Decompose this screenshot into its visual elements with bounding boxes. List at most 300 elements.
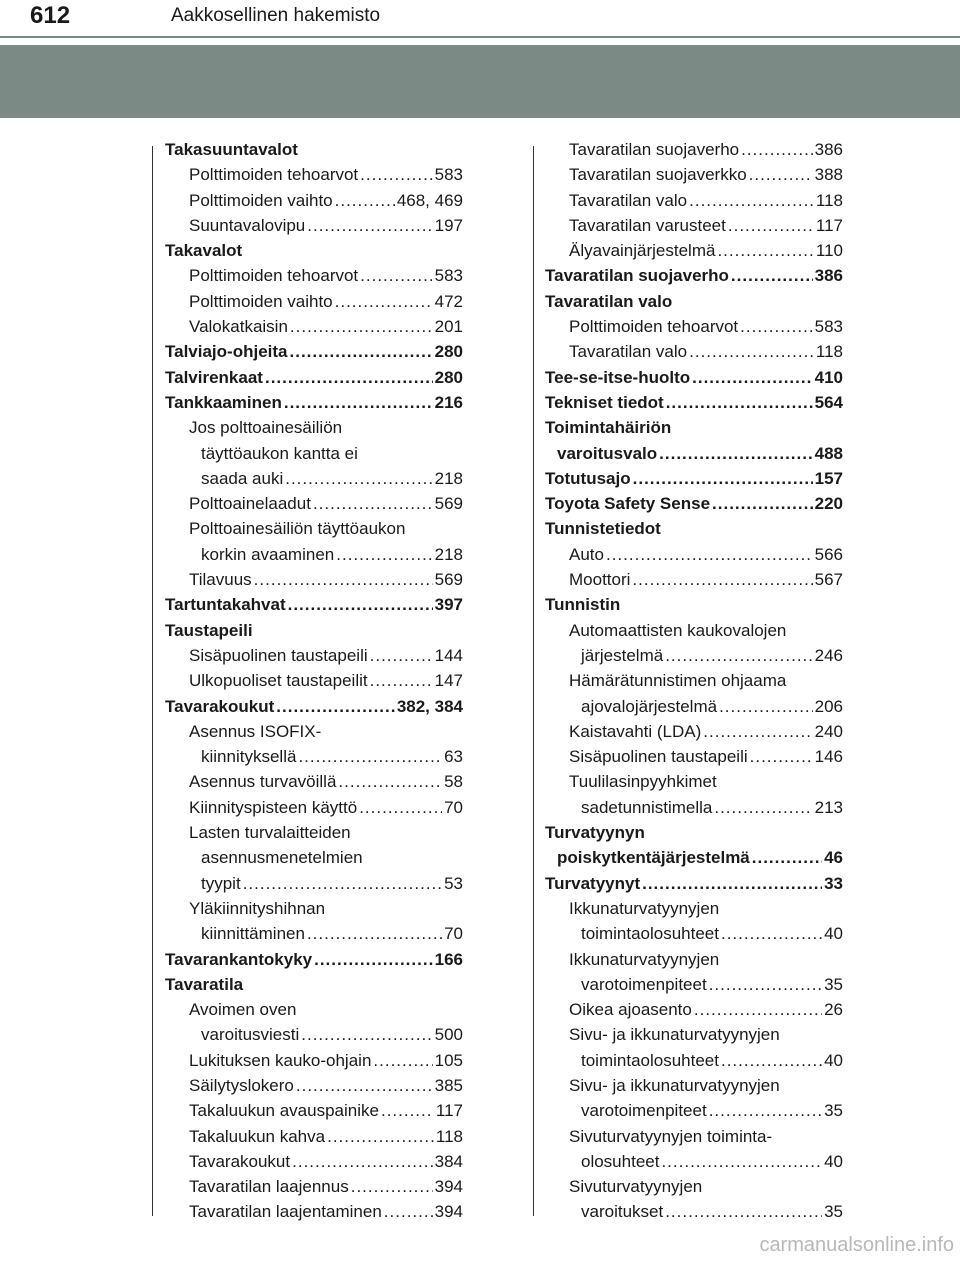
entry-label: Toimintahäiriön — [545, 418, 672, 438]
entry-label: toimintaolosuhteet — [581, 1050, 719, 1070]
index-entry — [165, 1124, 463, 1149]
leader-dots — [373, 1048, 432, 1073]
entry-page: 35 — [824, 1202, 843, 1222]
index-entry — [545, 213, 843, 238]
entry-label: Avoimen oven — [189, 1000, 297, 1020]
leader-dots — [632, 567, 812, 592]
entry-label: Sisäpuolinen taustapeili — [569, 747, 748, 767]
index-entry — [545, 188, 843, 213]
entry-label: Tavaratilan suojaverkko — [569, 165, 747, 185]
entry-label: Takaluukun avauspainike — [189, 1101, 379, 1121]
index-entry — [545, 1124, 843, 1149]
leader-dots — [719, 694, 813, 719]
index-entry — [165, 1073, 463, 1098]
index-entry — [545, 744, 843, 769]
leader-dots — [351, 1174, 433, 1199]
entry-label: Lasten turvalaitteiden — [189, 823, 351, 843]
leader-dots — [307, 213, 432, 238]
page-number: 612 — [30, 2, 71, 29]
entry-page: 280 — [434, 342, 463, 362]
entry-label: Tavaratilan laajennus — [189, 1177, 349, 1197]
entry-page: 388 — [814, 165, 843, 185]
entry-page: 35 — [824, 974, 843, 994]
leader-dots — [338, 769, 442, 794]
leader-dots — [752, 845, 822, 870]
index-entry — [545, 871, 843, 896]
index-entry — [165, 567, 463, 592]
index-column-left — [165, 137, 463, 1225]
index-entry — [545, 997, 843, 1022]
entry-label: poiskytkentäjärjestelmä — [557, 848, 750, 868]
entry-label: Ikkunaturvatyynyjen — [569, 898, 720, 918]
leader-dots — [606, 542, 813, 567]
entry-label: Tavaratilan suojaverho — [569, 140, 740, 159]
entry-page: 500 — [434, 1025, 463, 1045]
entry-page: 53 — [444, 873, 463, 893]
entry-label: Kiinnityspisteen käyttö — [189, 797, 358, 817]
entry-label: Valokatkaisin — [189, 317, 288, 337]
entry-label: asennusmenetelmien — [201, 848, 363, 868]
entry-label: kiinnittäminen — [201, 924, 305, 944]
entry-label: Takavalot — [165, 241, 243, 261]
entry-label: Tankkaaminen — [165, 392, 282, 412]
entry-label: Tavaratilan valo — [569, 342, 688, 362]
index-entry — [545, 466, 843, 491]
leader-dots — [689, 188, 814, 213]
leader-dots — [265, 365, 433, 390]
leader-dots — [689, 339, 814, 364]
entry-page: 385 — [434, 1075, 463, 1095]
entry-page: 63 — [444, 747, 463, 767]
leader-dots — [290, 314, 433, 339]
leader-dots — [335, 188, 395, 213]
entry-label: Takasuuntavalot — [165, 140, 298, 159]
entry-label: varoitukset — [581, 1202, 664, 1222]
entry-label: Tartuntakahvat — [165, 595, 286, 615]
entry-page: 197 — [434, 215, 463, 235]
entry-label: Polttimoiden tehoarvot — [189, 165, 359, 185]
entry-page: 583 — [814, 317, 843, 337]
index-entry — [165, 618, 463, 643]
leader-dots — [741, 137, 813, 162]
entry-page: 201 — [434, 317, 463, 337]
leader-dots — [296, 1073, 433, 1098]
index-entry — [545, 845, 843, 870]
entry-label: Moottori — [569, 570, 631, 590]
index-entry — [165, 1022, 463, 1047]
entry-label: Turvatyynyn — [545, 823, 645, 843]
entry-label: Sivuturvatyynyjen toiminta- — [569, 1126, 773, 1146]
entry-label: Tavaratila — [165, 974, 244, 994]
entry-page: 567 — [814, 570, 843, 590]
entry-page: 280 — [434, 367, 463, 387]
entry-label: Asennus ISOFIX- — [189, 721, 322, 741]
entry-page: 118 — [815, 190, 843, 210]
index-entry — [545, 896, 843, 921]
leader-dots — [298, 744, 442, 769]
index-entry — [165, 871, 463, 896]
entry-page: 70 — [444, 797, 463, 817]
leader-dots — [709, 972, 822, 997]
leader-dots — [721, 1048, 822, 1073]
entry-label: kiinnityksellä — [201, 747, 297, 767]
index-entry — [165, 592, 463, 617]
left-column-rule — [152, 146, 153, 1216]
index-entry — [545, 1048, 843, 1073]
entry-label: Totutusajo — [545, 468, 631, 488]
entry-label: Tekniset tiedot — [545, 392, 664, 412]
leader-dots — [728, 213, 814, 238]
leader-dots — [750, 744, 813, 769]
leader-dots — [359, 795, 442, 820]
entry-page: 246 — [814, 645, 843, 665]
entry-page: 110 — [815, 241, 843, 261]
index-entry — [545, 694, 843, 719]
index-entry — [165, 643, 463, 668]
entry-label: Turvatyynyt — [545, 873, 641, 893]
entry-label: Tunnistin — [545, 595, 621, 615]
entry-label: Talvirenkaat — [165, 367, 263, 387]
leader-dots — [661, 1149, 822, 1174]
leader-dots — [314, 947, 433, 972]
leader-dots — [665, 1199, 822, 1224]
index-entry — [545, 820, 843, 845]
entry-label: Sivuturvatyynyjen — [569, 1177, 703, 1197]
index-entry — [165, 162, 463, 187]
index-entry — [545, 1149, 843, 1174]
index-entry — [165, 1098, 463, 1123]
index-entry — [165, 390, 463, 415]
index-entry — [165, 491, 463, 516]
leader-dots — [381, 1098, 434, 1123]
entry-label: Suuntavalovipu — [189, 215, 306, 235]
entry-page: 569 — [434, 570, 463, 590]
column-divider — [533, 146, 534, 1216]
leader-dots — [642, 871, 822, 896]
leader-dots — [370, 668, 433, 693]
index-entry — [165, 694, 463, 719]
index-entry — [545, 1098, 843, 1123]
entry-label: Lukituksen kauko-ohjain — [189, 1050, 372, 1070]
index-entry — [165, 997, 463, 1022]
entry-label: Yläkiinnityshihnan — [189, 898, 326, 918]
leader-dots — [703, 719, 812, 744]
entry-page: 488 — [814, 443, 843, 463]
entry-page: 70 — [444, 924, 463, 944]
entry-page: 394 — [434, 1202, 463, 1222]
entry-label: Tavaratilan varusteet — [569, 215, 726, 235]
index-entry — [545, 618, 843, 643]
leader-dots — [749, 162, 813, 187]
index-entry — [545, 567, 843, 592]
leader-dots — [307, 921, 442, 946]
entry-label: Tavarakoukut — [165, 696, 275, 716]
entry-page: 218 — [434, 468, 463, 488]
entry-page: 213 — [814, 797, 843, 817]
index-column-right — [545, 137, 843, 1225]
entry-label: Tilavuus — [189, 570, 252, 590]
index-entry — [545, 390, 843, 415]
index-entry — [165, 896, 463, 921]
leader-dots — [717, 238, 813, 263]
entry-page: 382, 384 — [396, 696, 463, 716]
index-entry — [165, 263, 463, 288]
entry-page: 583 — [434, 165, 463, 185]
entry-label: Auto — [569, 544, 604, 564]
entry-page: 218 — [434, 544, 463, 564]
entry-page: 206 — [814, 696, 843, 716]
entry-label: Oikea ajoasento — [569, 1000, 692, 1020]
index-entry — [545, 921, 843, 946]
entry-label: Kaistavahti (LDA) — [569, 721, 702, 741]
entry-page: 386 — [814, 266, 843, 286]
entry-page: 157 — [814, 468, 843, 488]
leader-dots — [360, 263, 432, 288]
entry-page: 40 — [824, 924, 843, 944]
entry-page: 105 — [434, 1050, 463, 1070]
index-entry — [545, 365, 843, 390]
entry-label: täyttöaukon kantta ei — [201, 443, 358, 463]
entry-label: Talviajo-ohjeita — [165, 342, 288, 362]
index-entry — [545, 972, 843, 997]
entry-page: 397 — [434, 595, 463, 615]
index-entry — [545, 542, 843, 567]
leader-dots — [243, 871, 442, 896]
entry-page: 216 — [434, 392, 463, 412]
entry-label: Tunnistetiedot — [545, 519, 661, 539]
leader-dots — [709, 1098, 822, 1123]
leader-dots — [254, 567, 433, 592]
index-entry — [165, 213, 463, 238]
leader-dots — [284, 390, 433, 415]
entry-page: 40 — [824, 1151, 843, 1171]
index-entry — [545, 415, 843, 440]
index-entry — [165, 668, 463, 693]
entry-page: 146 — [814, 747, 843, 767]
index-entry — [165, 820, 463, 845]
entry-label: Automaattisten kaukovalojen — [569, 620, 787, 640]
entry-label: Takaluukun kahva — [189, 1126, 326, 1146]
entry-page: 566 — [814, 544, 843, 564]
index-entry — [545, 719, 843, 744]
index-entry — [545, 668, 843, 693]
entry-label: varotoimenpiteet — [581, 1101, 707, 1121]
index-entry — [545, 339, 843, 364]
entry-page: 384 — [434, 1151, 463, 1171]
entry-label: Jos polttoainesäiliön — [189, 418, 343, 438]
leader-dots — [633, 466, 813, 491]
leader-dots — [694, 997, 822, 1022]
leader-dots — [384, 1199, 433, 1224]
entry-label: Sivu- ja ikkunaturvatyynyjen — [569, 1025, 780, 1045]
leader-dots — [327, 1124, 434, 1149]
leader-dots — [313, 491, 433, 516]
leader-dots — [285, 466, 432, 491]
index-entry — [165, 415, 463, 440]
entry-label: Tavaratilan suojaverho — [545, 266, 729, 286]
page-header — [0, 0, 960, 38]
index-entry — [545, 491, 843, 516]
entry-label: Tavaratilan valo — [545, 291, 673, 311]
entry-label: korkin avaaminen — [201, 544, 335, 564]
index-entry — [545, 947, 843, 972]
entry-label: ajovalojärjestelmä — [581, 696, 718, 716]
entry-page: 220 — [814, 494, 843, 514]
entry-page: 240 — [814, 721, 843, 741]
entry-label: varotoimenpiteet — [581, 974, 707, 994]
entry-label: varoitusviesti — [201, 1025, 300, 1045]
index-entry — [545, 643, 843, 668]
index-entry — [165, 466, 463, 491]
entry-label: sadetunnistimella — [581, 797, 713, 817]
entry-page: 564 — [814, 392, 843, 412]
entry-label: Ikkunaturvatyynyjen — [569, 949, 720, 969]
leader-dots — [740, 314, 812, 339]
index-entry — [545, 1022, 843, 1047]
index-entry — [545, 314, 843, 339]
leader-dots — [290, 339, 433, 364]
watermark: carmanualsonline.info — [759, 1234, 954, 1256]
entry-page: 144 — [434, 645, 463, 665]
index-entry — [545, 289, 843, 314]
leader-dots — [336, 542, 432, 567]
section-title: Aakkosellinen hakemisto — [171, 5, 381, 26]
leader-dots — [370, 643, 433, 668]
index-entry — [165, 238, 463, 263]
entry-label: saada auki — [201, 468, 284, 488]
entry-label: Polttoainesäiliön täyttöaukon — [189, 519, 406, 539]
entry-page: 386 — [814, 140, 843, 159]
entry-label: Tavarakoukut — [189, 1151, 291, 1171]
entry-label: Hämärätunnistimen ohjaama — [569, 671, 787, 691]
index-entry — [165, 339, 463, 364]
leader-dots — [288, 592, 433, 617]
index-entry — [545, 263, 843, 288]
entry-page: 394 — [434, 1177, 463, 1197]
entry-page: 35 — [824, 1101, 843, 1121]
leader-dots — [712, 491, 813, 516]
index-entry — [165, 1199, 463, 1224]
leader-dots — [731, 263, 813, 288]
entry-page: 26 — [824, 1000, 843, 1020]
entry-label: Tavaratilan valo — [569, 190, 688, 210]
entry-label: Tuulilasinpyyhkimet — [569, 772, 717, 792]
leader-dots — [292, 1149, 433, 1174]
entry-page: 117 — [815, 215, 843, 235]
entry-label: Sivu- ja ikkunaturvatyynyjen — [569, 1075, 780, 1095]
header-band — [0, 45, 960, 118]
entry-page: 569 — [434, 494, 463, 514]
leader-dots — [666, 390, 813, 415]
index-entry — [165, 972, 463, 997]
index-entry — [165, 845, 463, 870]
index-entry — [545, 769, 843, 794]
entry-page: 468, 469 — [396, 190, 463, 210]
entry-label: Asennus turvavöillä — [189, 772, 337, 792]
index-entry — [165, 744, 463, 769]
entry-page: 40 — [824, 1050, 843, 1070]
leader-dots — [360, 162, 432, 187]
entry-label: Polttimoiden tehoarvot — [569, 317, 739, 337]
entry-page: 583 — [434, 266, 463, 286]
entry-label: järjestelmä — [581, 645, 664, 665]
entry-label: Polttimoiden vaihto — [189, 190, 333, 210]
entry-label: varoitusvalo — [557, 443, 658, 463]
index-entry — [165, 1048, 463, 1073]
index-entry — [165, 542, 463, 567]
leader-dots — [659, 441, 812, 466]
index-entry — [545, 162, 843, 187]
index-entry — [165, 795, 463, 820]
leader-dots — [335, 289, 433, 314]
entry-label: Ulkopuoliset taustapeilit — [189, 671, 368, 691]
index-entry — [545, 137, 843, 162]
index-entry — [545, 1174, 843, 1199]
index-entry — [165, 1149, 463, 1174]
entry-label: Säilytyslokero — [189, 1075, 294, 1095]
entry-label: tyypit — [201, 873, 241, 893]
index-entry — [165, 441, 463, 466]
entry-page: 118 — [435, 1126, 463, 1146]
index-entry — [165, 769, 463, 794]
entry-label: Älyavainjärjestelmä — [569, 241, 716, 261]
leader-dots — [692, 365, 812, 390]
entry-page: 58 — [444, 772, 463, 792]
entry-page: 117 — [435, 1101, 463, 1121]
entry-page: 33 — [824, 873, 843, 893]
entry-label: Polttimoiden vaihto — [189, 291, 333, 311]
index-entry — [165, 137, 463, 162]
entry-page: 472 — [434, 291, 463, 311]
index-entry — [165, 947, 463, 972]
leader-dots — [721, 921, 822, 946]
entry-label: olosuhteet — [581, 1151, 660, 1171]
entry-page: 46 — [824, 848, 843, 868]
entry-label: Tavarankantokyky — [165, 949, 313, 969]
index-entry — [545, 795, 843, 820]
entry-label: Polttoainelaadut — [189, 494, 311, 514]
entry-label: Tee-se-itse-huolto — [545, 367, 691, 387]
index-entry — [165, 188, 463, 213]
leader-dots — [665, 643, 812, 668]
index-entry — [165, 1174, 463, 1199]
index-entry — [165, 516, 463, 541]
index-entry — [165, 314, 463, 339]
leader-dots — [276, 694, 395, 719]
index-entry — [165, 365, 463, 390]
index-entry — [165, 921, 463, 946]
leader-dots — [714, 795, 812, 820]
entry-label: Sisäpuolinen taustapeili — [189, 645, 368, 665]
entry-page: 166 — [434, 949, 463, 969]
entry-page: 147 — [434, 671, 463, 691]
entry-label: Tavaratilan laajentaminen — [189, 1202, 382, 1222]
index-entry — [545, 516, 843, 541]
index-entry — [545, 238, 843, 263]
index-entry — [545, 1199, 843, 1224]
entry-page: 410 — [814, 367, 843, 387]
index-entry — [165, 289, 463, 314]
index-entry — [545, 441, 843, 466]
entry-label: Taustapeili — [165, 620, 253, 640]
leader-dots — [301, 1022, 432, 1047]
entry-label: Toyota Safety Sense — [545, 494, 711, 514]
index-entry — [545, 1073, 843, 1098]
entry-label: toimintaolosuhteet — [581, 924, 719, 944]
entry-page: 118 — [815, 342, 843, 362]
index-entry — [545, 592, 843, 617]
index-entry — [165, 719, 463, 744]
